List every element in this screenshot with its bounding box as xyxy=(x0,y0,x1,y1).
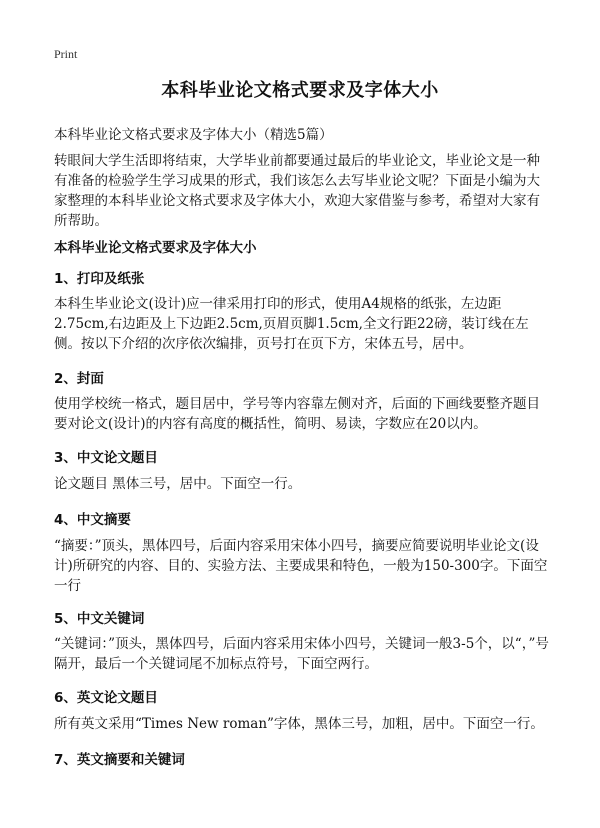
section-6-body: 所有英文采用“Times New roman”字体，黑体三号，加粗，居中。下面空一行。 xyxy=(54,716,544,732)
section-4-body: “摘要：”顶头，黑体四号，后面内容采用宋体小四号，摘要应简要说明毕业论文(设计)所研究的内容、目的、实验方法、主要成果和特色，一般为150-300字。下面空一行 xyxy=(54,538,548,594)
section-2-heading: 2、封面 xyxy=(54,371,104,387)
section-heading: 本科毕业论文格式要求及字体大小 xyxy=(54,240,257,256)
section-1-body: 本科生毕业论文(设计)应一律采用打印的形式，使用A4规格的纸张，左边距2.75cm,右边距及上下边距2.5cm,页眉页脚1.5cm,全文行距22磅，装订线在左侧。按以下介绍的次序依次编排，页号打在页下方，宋体五号，居中。 xyxy=(54,296,529,352)
section-7-heading: 7、英文摘要和关键词 xyxy=(54,752,185,768)
print-link[interactable]: Print xyxy=(54,47,78,61)
section-6-heading: 6、英文论文题目 xyxy=(54,690,158,706)
document-subtitle: 本科毕业论文格式要求及字体大小（精选5篇） xyxy=(54,127,333,143)
section-2-body: 使用学校统一格式，题目居中，学号等内容靠左侧对齐，后面的下画线要整齐题目要对论文(设计)的内容有高度的概括性，简明、易读，字数应在20以内。 xyxy=(54,396,540,432)
section-3-heading: 3、中文论文题目 xyxy=(54,450,158,466)
section-3-body: 论文题目 黑体三号，居中。下面空一行。 xyxy=(54,476,302,492)
section-5-body: “关键词：”顶头，黑体四号，后面内容采用宋体小四号，关键词一般3-5个，以“，”号隔开，最后一个关键词尾不加标点符号，下面空两行。 xyxy=(54,636,549,672)
section-5-heading: 5、中文关键词 xyxy=(54,611,145,627)
document-title: 本科毕业论文格式要求及字体大小 xyxy=(161,80,439,101)
section-1-heading: 1、打印及纸张 xyxy=(54,271,145,287)
intro-paragraph: 转眼间大学生活即将结束，大学毕业前都要通过最后的毕业论文，毕业论文是一种有准备的检验学生学习成果的形式，我们该怎么去写毕业论文呢？下面是小编为大家整理的本科毕业论文格式要求及字体大小，欢迎大家借鉴与参考，希望对大家有所帮助。 xyxy=(54,153,540,229)
section-4-heading: 4、中文摘要 xyxy=(54,512,131,528)
